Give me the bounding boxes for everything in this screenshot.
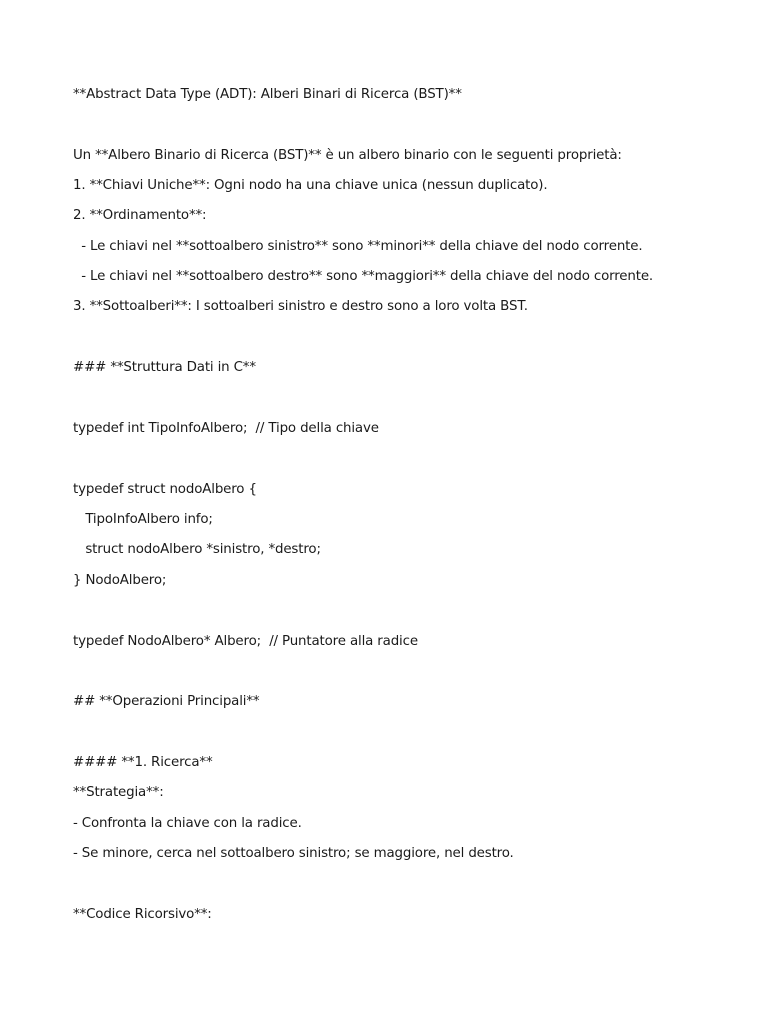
document-title: **Abstract Data Type (ADT): Alberi Binari di Ricerca (BST)** — [73, 87, 462, 102]
code-struct-open: typedef struct nodoAlbero { — [73, 482, 257, 497]
strategy-step-compare: - Confronta la chiave con la radice. — [73, 816, 302, 831]
subsection-heading-search: #### **1. Ricerca** — [73, 755, 213, 770]
property-unique-keys: 1. **Chiavi Uniche**: Ogni nodo ha una chiave unica (nessun duplicato). — [73, 178, 548, 193]
recursive-code-label: **Codice Ricorsivo**: — [73, 907, 212, 922]
ordering-left-subtree: - Le chiavi nel **sottoalbero sinistro** sono **minori** della chiave del nodo corrente. — [73, 239, 643, 254]
property-subtrees: 3. **Sottoalberi**: I sottoalberi sinistro e destro sono a loro volta BST. — [73, 299, 528, 314]
section-heading-data-structure: ### **Struttura Dati in C** — [73, 360, 256, 375]
code-typedef-info: typedef int TipoInfoAlbero; // Tipo della chiave — [73, 421, 379, 436]
code-struct-close: } NodoAlbero; — [73, 573, 167, 588]
strategy-step-descend: - Se minore, cerca nel sottoalbero sinistro; se maggiore, nel destro. — [73, 846, 514, 861]
intro-paragraph: Un **Albero Binario di Ricerca (BST)** è un albero binario con le seguenti proprietà: — [73, 148, 622, 163]
ordering-right-subtree: - Le chiavi nel **sottoalbero destro** sono **maggiori** della chiave del nodo corrente. — [73, 269, 654, 284]
section-heading-operations: ## **Operazioni Principali** — [73, 694, 260, 709]
code-typedef-albero: typedef NodoAlbero* Albero; // Puntatore alla radice — [73, 634, 418, 649]
property-ordering: 2. **Ordinamento**: — [73, 208, 207, 223]
strategy-label: **Strategia**: — [73, 785, 164, 800]
code-struct-info-field: TipoInfoAlbero info; — [73, 512, 213, 527]
code-struct-pointers: struct nodoAlbero *sinistro, *destro; — [73, 542, 321, 557]
